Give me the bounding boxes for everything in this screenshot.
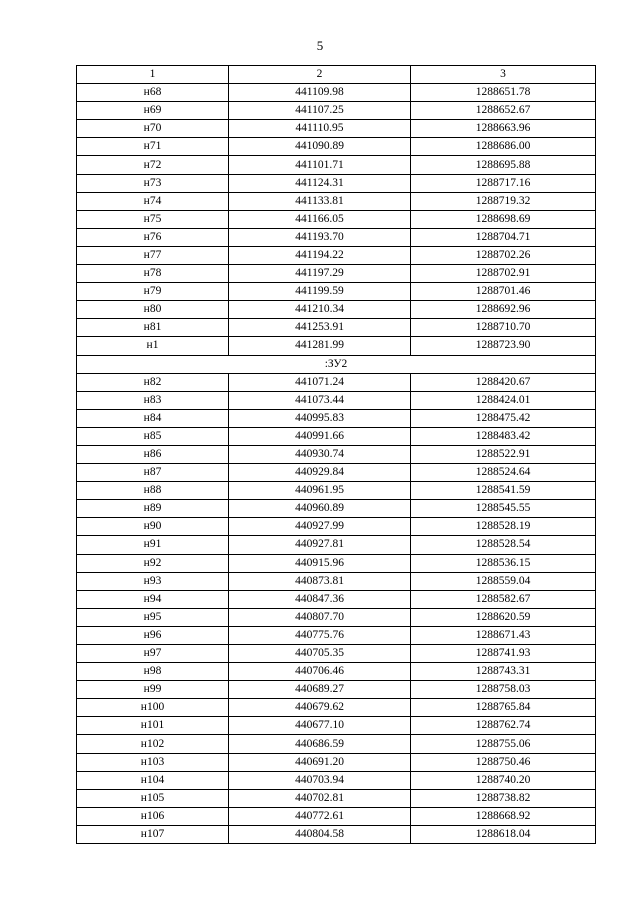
point-name-cell: н76 (77, 228, 229, 246)
y-coordinate-cell: 1288710.70 (411, 319, 596, 337)
point-name-cell: н104 (77, 771, 229, 789)
table-row (77, 536, 596, 554)
y-coordinate-cell: 1288651.78 (411, 84, 596, 102)
y-coordinate-cell: 1288758.03 (411, 681, 596, 699)
x-coordinate-cell: 440927.81 (229, 536, 411, 554)
x-coordinate-cell: 440775.76 (229, 626, 411, 644)
point-name-cell: н83 (77, 391, 229, 409)
y-coordinate-cell: 1288424.01 (411, 391, 596, 409)
x-coordinate-cell: 440686.59 (229, 735, 411, 753)
point-name-cell: н70 (77, 120, 229, 138)
y-coordinate-cell: 1288620.59 (411, 608, 596, 626)
point-name-cell: н107 (77, 825, 229, 843)
x-coordinate-cell: 441071.24 (229, 373, 411, 391)
section-row (77, 355, 596, 373)
x-coordinate-cell: 440995.83 (229, 409, 411, 427)
point-name-cell: н82 (77, 373, 229, 391)
table-row (77, 753, 596, 771)
point-name-cell: н96 (77, 626, 229, 644)
x-coordinate-cell: 440930.74 (229, 445, 411, 463)
table-row (77, 228, 596, 246)
table-row (77, 699, 596, 717)
header-cell-y: 3 (411, 66, 596, 84)
point-name-cell: н81 (77, 319, 229, 337)
x-coordinate-cell: 441090.89 (229, 138, 411, 156)
y-coordinate-cell: 1288741.93 (411, 645, 596, 663)
table-row (77, 825, 596, 843)
point-name-cell: н72 (77, 156, 229, 174)
table-row (77, 265, 596, 283)
y-coordinate-cell: 1288719.32 (411, 192, 596, 210)
y-coordinate-cell: 1288717.16 (411, 174, 596, 192)
y-coordinate-cell: 1288483.42 (411, 427, 596, 445)
point-name-cell: н94 (77, 590, 229, 608)
x-coordinate-cell: 440961.95 (229, 482, 411, 500)
point-name-cell: н77 (77, 246, 229, 264)
x-coordinate-cell: 441073.44 (229, 391, 411, 409)
table-row (77, 391, 596, 409)
x-coordinate-cell: 440679.62 (229, 699, 411, 717)
table-row (77, 210, 596, 228)
x-coordinate-cell: 440772.61 (229, 807, 411, 825)
x-coordinate-cell: 441199.59 (229, 283, 411, 301)
x-coordinate-cell: 440677.10 (229, 717, 411, 735)
y-coordinate-cell: 1288702.91 (411, 265, 596, 283)
point-name-cell: н87 (77, 464, 229, 482)
x-coordinate-cell: 441133.81 (229, 192, 411, 210)
table-row (77, 138, 596, 156)
point-name-cell: н105 (77, 789, 229, 807)
y-coordinate-cell: 1288541.59 (411, 482, 596, 500)
point-name-cell: н95 (77, 608, 229, 626)
table-row (77, 626, 596, 644)
x-coordinate-cell: 440689.27 (229, 681, 411, 699)
table-row (77, 102, 596, 120)
x-coordinate-cell: 441110.95 (229, 120, 411, 138)
table-row (77, 409, 596, 427)
table-row (77, 572, 596, 590)
point-name-cell: н97 (77, 645, 229, 663)
x-coordinate-cell: 441197.29 (229, 265, 411, 283)
point-name-cell: н75 (77, 210, 229, 228)
table-row (77, 590, 596, 608)
y-coordinate-cell: 1288702.26 (411, 246, 596, 264)
point-name-cell: н102 (77, 735, 229, 753)
table-row (77, 337, 596, 355)
x-coordinate-cell: 440847.36 (229, 590, 411, 608)
y-coordinate-cell: 1288618.04 (411, 825, 596, 843)
y-coordinate-cell: 1288545.55 (411, 500, 596, 518)
header-cell-point: 1 (77, 66, 229, 84)
table-row (77, 283, 596, 301)
table-row (77, 681, 596, 699)
point-name-cell: н103 (77, 753, 229, 771)
x-coordinate-cell: 440703.94 (229, 771, 411, 789)
y-coordinate-cell: 1288522.91 (411, 445, 596, 463)
table-row (77, 518, 596, 536)
x-coordinate-cell: 440915.96 (229, 554, 411, 572)
y-coordinate-cell: 1288723.90 (411, 337, 596, 355)
point-name-cell: н78 (77, 265, 229, 283)
table-header-row (77, 66, 596, 84)
point-name-cell: н68 (77, 84, 229, 102)
point-name-cell: н91 (77, 536, 229, 554)
y-coordinate-cell: 1288663.96 (411, 120, 596, 138)
y-coordinate-cell: 1288765.84 (411, 699, 596, 717)
x-coordinate-cell: 440691.20 (229, 753, 411, 771)
x-coordinate-cell: 440807.70 (229, 608, 411, 626)
x-coordinate-cell: 441124.31 (229, 174, 411, 192)
point-name-cell: н101 (77, 717, 229, 735)
table-row (77, 156, 596, 174)
point-name-cell: н84 (77, 409, 229, 427)
x-coordinate-cell: 441109.98 (229, 84, 411, 102)
point-name-cell: н100 (77, 699, 229, 717)
y-coordinate-cell: 1288559.04 (411, 572, 596, 590)
x-coordinate-cell: 441101.71 (229, 156, 411, 174)
point-name-cell: н89 (77, 500, 229, 518)
point-name-cell: н79 (77, 283, 229, 301)
x-coordinate-cell: 441166.05 (229, 210, 411, 228)
x-coordinate-cell: 441210.34 (229, 301, 411, 319)
point-name-cell: н99 (77, 681, 229, 699)
table-row (77, 301, 596, 319)
y-coordinate-cell: 1288704.71 (411, 228, 596, 246)
y-coordinate-cell: 1288536.15 (411, 554, 596, 572)
x-coordinate-cell: 441107.25 (229, 102, 411, 120)
table-row (77, 373, 596, 391)
point-name-cell: н98 (77, 663, 229, 681)
y-coordinate-cell: 1288743.31 (411, 663, 596, 681)
y-coordinate-cell: 1288652.67 (411, 102, 596, 120)
table-row (77, 645, 596, 663)
table-row (77, 319, 596, 337)
x-coordinate-cell: 440960.89 (229, 500, 411, 518)
section-label: :ЗУ2 (77, 355, 596, 373)
y-coordinate-cell: 1288668.92 (411, 807, 596, 825)
coordinates-table (76, 65, 596, 844)
x-coordinate-cell: 440705.35 (229, 645, 411, 663)
table-row (77, 427, 596, 445)
y-coordinate-cell: 1288475.42 (411, 409, 596, 427)
table-row (77, 717, 596, 735)
table-row (77, 807, 596, 825)
table-row (77, 789, 596, 807)
point-name-cell: н93 (77, 572, 229, 590)
y-coordinate-cell: 1288582.67 (411, 590, 596, 608)
table-row (77, 771, 596, 789)
y-coordinate-cell: 1288671.43 (411, 626, 596, 644)
point-name-cell: н73 (77, 174, 229, 192)
x-coordinate-cell: 440929.84 (229, 464, 411, 482)
point-name-cell: н86 (77, 445, 229, 463)
y-coordinate-cell: 1288686.00 (411, 138, 596, 156)
x-coordinate-cell: 441194.22 (229, 246, 411, 264)
point-name-cell: н74 (77, 192, 229, 210)
x-coordinate-cell: 441253.91 (229, 319, 411, 337)
y-coordinate-cell: 1288695.88 (411, 156, 596, 174)
y-coordinate-cell: 1288528.19 (411, 518, 596, 536)
y-coordinate-cell: 1288738.82 (411, 789, 596, 807)
header-cell-x: 2 (229, 66, 411, 84)
point-name-cell: н92 (77, 554, 229, 572)
table-row (77, 192, 596, 210)
table-row (77, 608, 596, 626)
table-row (77, 120, 596, 138)
x-coordinate-cell: 440991.66 (229, 427, 411, 445)
x-coordinate-cell: 440927.99 (229, 518, 411, 536)
x-coordinate-cell: 440702.81 (229, 789, 411, 807)
y-coordinate-cell: 1288740.20 (411, 771, 596, 789)
y-coordinate-cell: 1288524.64 (411, 464, 596, 482)
coordinates-table-body (77, 66, 596, 844)
y-coordinate-cell: 1288701.46 (411, 283, 596, 301)
point-name-cell: н85 (77, 427, 229, 445)
table-row (77, 445, 596, 463)
page-number: 5 (316, 38, 324, 53)
y-coordinate-cell: 1288692.96 (411, 301, 596, 319)
table-row (77, 464, 596, 482)
x-coordinate-cell: 441281.99 (229, 337, 411, 355)
y-coordinate-cell: 1288698.69 (411, 210, 596, 228)
x-coordinate-cell: 440873.81 (229, 572, 411, 590)
y-coordinate-cell: 1288528.54 (411, 536, 596, 554)
point-name-cell: н88 (77, 482, 229, 500)
point-name-cell: н90 (77, 518, 229, 536)
table-row (77, 482, 596, 500)
table-row (77, 246, 596, 264)
x-coordinate-cell: 441193.70 (229, 228, 411, 246)
table-row (77, 174, 596, 192)
table-row (77, 663, 596, 681)
table-row (77, 500, 596, 518)
point-name-cell: н71 (77, 138, 229, 156)
x-coordinate-cell: 440804.58 (229, 825, 411, 843)
y-coordinate-cell: 1288420.67 (411, 373, 596, 391)
point-name-cell: н1 (77, 337, 229, 355)
point-name-cell: н80 (77, 301, 229, 319)
x-coordinate-cell: 440706.46 (229, 663, 411, 681)
point-name-cell: н106 (77, 807, 229, 825)
table-row (77, 554, 596, 572)
y-coordinate-cell: 1288750.46 (411, 753, 596, 771)
table-row (77, 84, 596, 102)
table-row (77, 735, 596, 753)
point-name-cell: н69 (77, 102, 229, 120)
y-coordinate-cell: 1288762.74 (411, 717, 596, 735)
y-coordinate-cell: 1288755.06 (411, 735, 596, 753)
